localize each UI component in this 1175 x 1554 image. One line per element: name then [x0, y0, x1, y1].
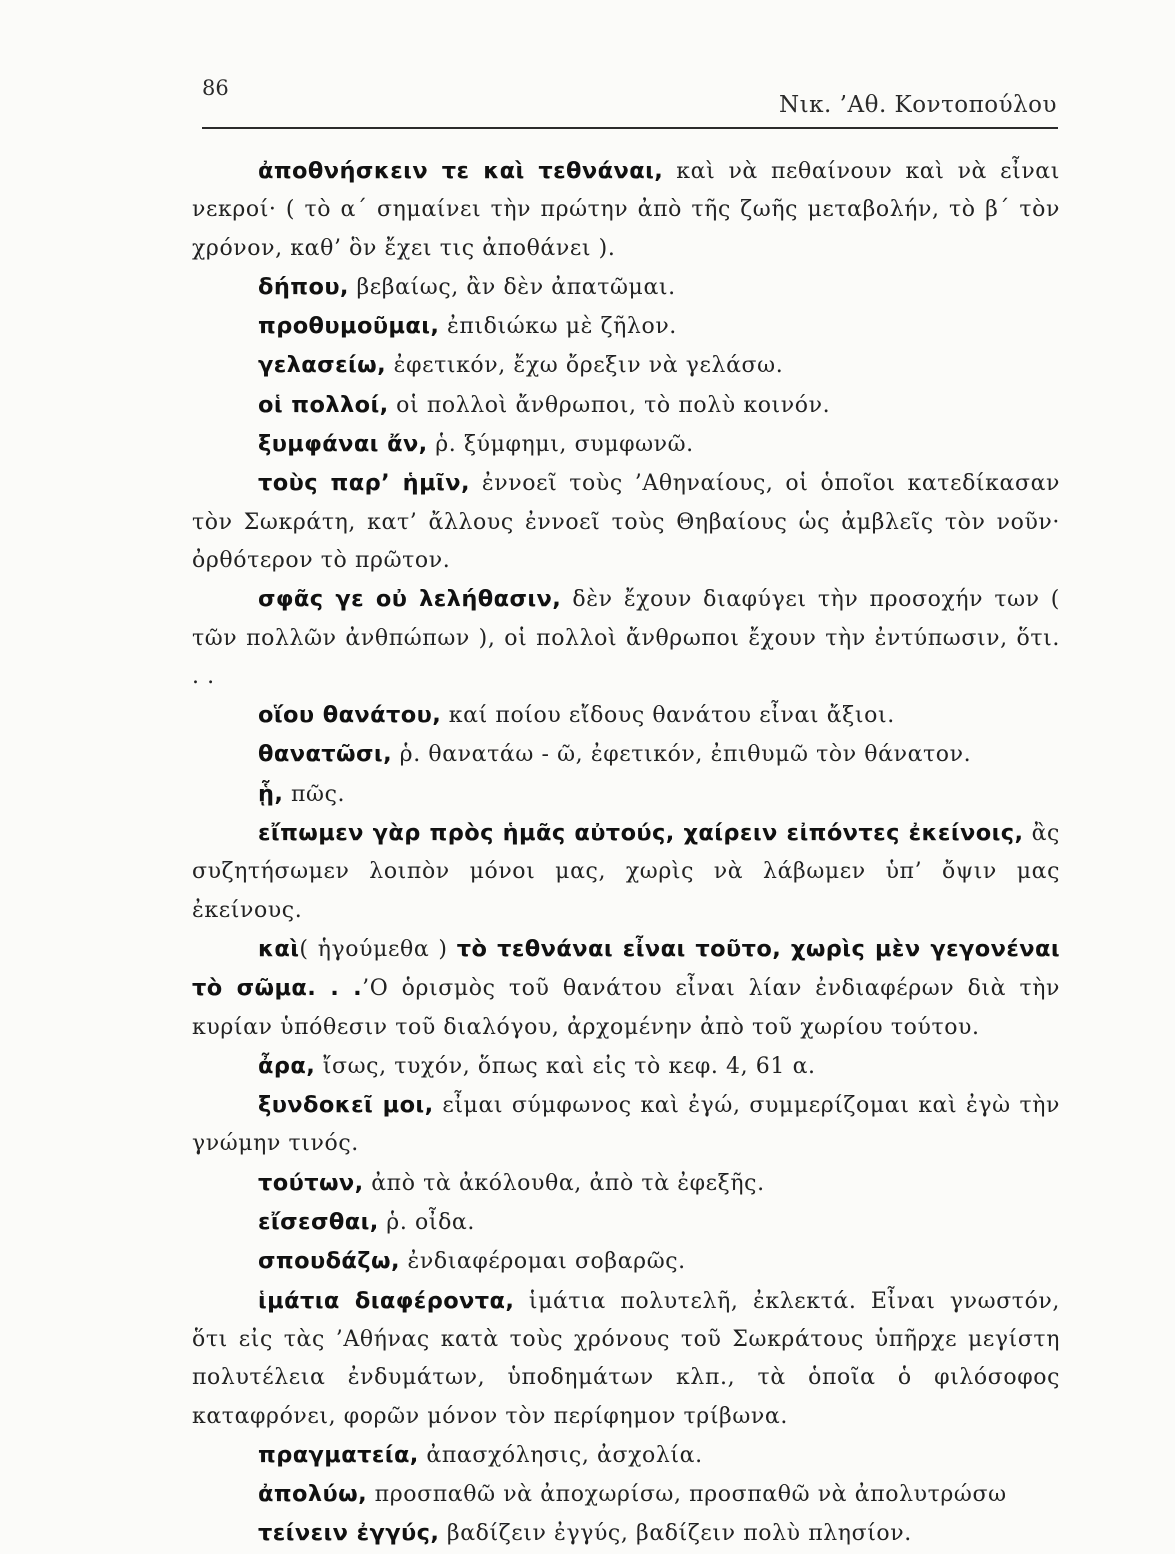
entry-term: ἀπολύω, — [258, 1481, 368, 1508]
entry-gloss: εἶμαι σύμφωνος καὶ ἐγώ, συμμερίζομαι καὶ ἐγὼ τὴν γνώμην τινός. — [192, 1093, 1060, 1157]
glossary-entry — [192, 1047, 1060, 1086]
glossary-entry — [192, 696, 1060, 735]
entry-gloss: βαδίζειν ἐγγύς, βαδίζειν πολὺ πλησίον. — [439, 1521, 912, 1547]
entry-term: ᾗ, — [258, 780, 284, 807]
glossary-entry — [192, 930, 1060, 1047]
entry-gloss: ἴσως, τυχόν, ὅπως καὶ εἰς τὸ κεφ. 4, 61 α. — [315, 1053, 816, 1079]
entry-gloss: ἐπιδιώκω μὲ ζῆλον. — [439, 314, 677, 340]
entry-term: δήπου, — [258, 273, 349, 300]
entry-term: ξυνδοκεῖ μοι, — [258, 1092, 434, 1119]
glossary-entry — [192, 307, 1060, 346]
glossary-entry — [192, 814, 1060, 930]
entry-gloss: ἀπασχόλησις, ἀσχολία. — [418, 1442, 703, 1468]
glossary-entry — [192, 735, 1060, 774]
glossary-entry — [192, 1475, 1060, 1514]
commentary-body — [192, 152, 1060, 1554]
entry-gloss-continued: ’Ο ὁρισμὸς τοῦ θανάτου εἶναι λίαν ἐνδιαφέρων διὰ τὴν κυρίαν ὑπόθεσιν τοῦ διαλόγου, ἀρχομένην ἀπὸ τοῦ χωρίου τούτου. — [192, 976, 1060, 1040]
glossary-entry — [192, 464, 1060, 580]
entry-term: ἀποθνήσκειν τε καὶ τεθνάναι, — [258, 158, 664, 184]
glossary-entry — [192, 268, 1060, 307]
entry-term: οἱ πολλοί, — [258, 391, 389, 418]
entry-term: γελασείω, — [258, 352, 387, 379]
entry-gloss: δὲν ἔχουν διαφύγει τὴν προσοχήν των ( τῶν πολλῶν ἀνθπώπων ), οἱ πολλοὶ ἄνθρωποι ἔχουν τὴν ἐντύπωσιν, ὅτι. . . — [192, 587, 1060, 689]
glossary-entry — [192, 1164, 1060, 1203]
glossary-entry — [192, 775, 1060, 814]
glossary-entry — [192, 1282, 1060, 1436]
entry-term: οἵου θανάτου, — [258, 702, 442, 729]
entry-gloss: καὶ νὰ πεθαίνουν καὶ νὰ εἶναι νεκροί· ( τὸ α΄ σημαίνει τὴν πρώτην ἀπὸ τῆς ζωῆς μεταβολήν, τὸ β΄ τὸν χρόνον, καθ’ ὃν ἔχει τις ἀποθάνει ). — [192, 159, 1060, 261]
entry-gloss: ῥ. οἶδα. — [378, 1210, 475, 1236]
page-number: 86 — [202, 76, 229, 100]
glossary-entry — [192, 425, 1060, 464]
entry-term: τείνειν ἐγγύς, — [258, 1520, 440, 1547]
glossary-entry — [192, 580, 1060, 696]
glossary-entry — [192, 1242, 1060, 1281]
entry-gloss: ῥ. θανατάω - ῶ, ἐφετικόν, ἐπιθυμῶ τὸν θάνατον. — [392, 742, 972, 768]
entry-gloss: οἱ πολλοὶ ἄνθρωποι, τὸ πολὺ κοινόν. — [388, 392, 831, 418]
glossary-entry — [192, 1203, 1060, 1242]
entry-gloss: προσπαθῶ νὰ ἀποχωρίσω, προσπαθῶ νὰ ἀπολυτρώσω — [367, 1482, 1007, 1508]
entry-term: πραγματεία, — [258, 1441, 419, 1468]
entry-gloss: ἱμάτια πολυτελῆ, ἐκλεκτά. Εἶναι γνωστόν, ὅτι εἰς τὰς ’Αθήνας κατὰ τοὺς χρόνους τοῦ Σωκράτους ὑπῆρχε μεγίστη πολυτέλεια ἐνδυμάτων, ὑποδημάτων κλπ., τὰ ὁποῖα ὁ φιλόσοφος καταφρόνει, φορῶν μόνον τὸν περίφημον τρίβωνα. — [192, 1288, 1060, 1429]
glossary-entry — [192, 386, 1060, 425]
entry-term: εἴπωμεν γὰρ πρὸς ἡμᾶς αὐτούς, χαίρειν εἰπόντες ἐκείνοις, — [258, 820, 1024, 847]
entry-gloss: ἐφετικόν, ἔχω ὄρεξιν νὰ γελάσω. — [386, 353, 784, 379]
glossary-entry — [192, 1436, 1060, 1475]
entry-term: τοὺς παρ’ ἡμῖν, — [258, 470, 470, 497]
entry-term-continued: τὸ τεθνάναι εἶναι τοῦτο, χωρὶς μὲν γεγονέναι τὸ σῶμα. . . — [192, 935, 1060, 1002]
glossary-entry — [192, 1514, 1060, 1553]
entry-term: καὶ — [258, 935, 300, 962]
running-title: Νικ. ’Αθ. Κοντοπούλου — [779, 92, 1057, 118]
entry-gloss: ( ἡγούμεθα ) — [299, 936, 457, 962]
entry-gloss: ἐννοεῖ τοὺς ’Αθηναίους, οἱ ὁποῖοι κατεδίκασαν τὸν Σωκράτη, κατ’ ἄλλους ἐννοεῖ τοὺς Θηβαίους ὡς ἀμβλεῖς τὸν νοῦν· ὀρθότερον τὸ πρῶτον. — [192, 471, 1060, 573]
entry-term: ἱμάτια διαφέροντα, — [258, 1287, 515, 1314]
entry-term: τούτων, — [258, 1169, 364, 1196]
glossary-entry — [192, 152, 1060, 268]
entry-term: σπουδάζω, — [258, 1248, 400, 1275]
entry-term: ξυμφάναι ἄν, — [258, 431, 428, 458]
glossary-entry — [192, 346, 1060, 385]
glossary-entry — [192, 1086, 1060, 1164]
entry-gloss: ἀπὸ τὰ ἀκόλουθα, ἀπὸ τὰ ἐφεξῆς. — [363, 1170, 765, 1196]
entry-gloss: πῶς. — [283, 781, 346, 807]
entry-term: σφᾶς γε οὐ λελήθασιν, — [258, 586, 562, 613]
entry-gloss: ἐνδιαφέρομαι σοβαρῶς. — [399, 1249, 686, 1275]
entry-term: εἴσεσθαι, — [258, 1209, 379, 1236]
entry-gloss: ῥ. ξύμφημι, συμφωνῶ. — [427, 432, 694, 458]
entry-term: θανατῶσι, — [258, 741, 393, 768]
entry-gloss: ἂς συζητήσωμεν λοιπὸν μόνοι μας, χωρὶς νὰ λάβωμεν ὑπ’ ὄψιν μας ἐκείνους. — [192, 821, 1060, 923]
entry-term: ἆρα, — [258, 1052, 316, 1079]
entry-gloss: βεβαίως, ἂν δὲν ἀπατῶμαι. — [348, 274, 676, 300]
entry-term: προθυμοῦμαι, — [258, 313, 440, 340]
header-rule — [202, 127, 1058, 129]
entry-gloss: καί ποίου εἴδους θανάτου εἶναι ἄξιοι. — [441, 703, 895, 729]
